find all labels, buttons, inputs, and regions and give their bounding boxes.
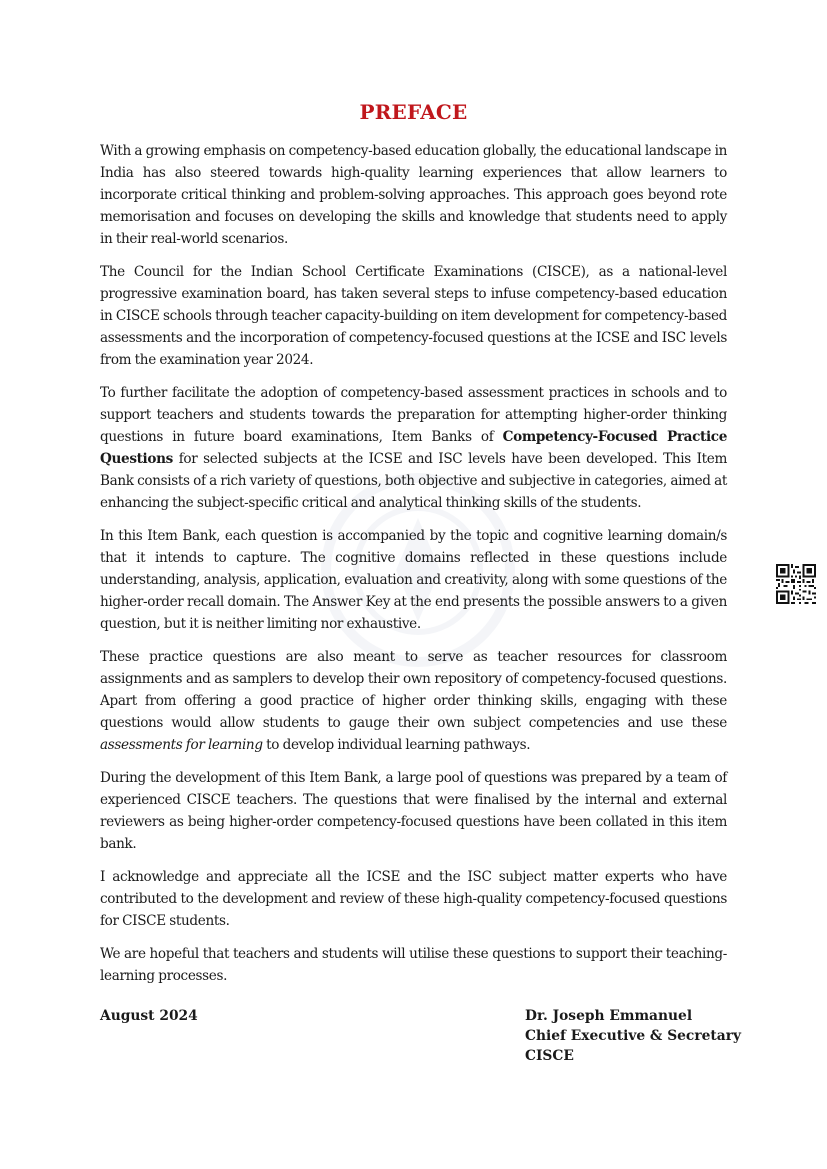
- paragraph-3-text-start: To further facilitate the adoption of competency-based assessment practices in schools and to support teachers and students towards the preparation for attempting higher-order thinking questions in future board examinations, Item Banks of: [100, 385, 727, 445]
- paragraph-7: I acknowledge and appreciate all the ICSE and the ISC subject matter experts who have contributed to the development and review of these high-quality competency-focused questions for CISCE students.: [100, 869, 727, 929]
- preface-body: [100, 140, 727, 998]
- qr-code-icon[interactable]: [776, 564, 816, 604]
- paragraph-3: [100, 382, 727, 514]
- paragraph-6: During the development of this Item Bank, a large pool of questions was prepared by a team of experienced CISCE teachers. The questions that were finalised by the internal and external reviewers as being higher-order competency-focused questions have been collated in this item bank.: [100, 770, 727, 852]
- paragraph-2: The Council for the Indian School Certificate Examinations (CISCE), as a national-level progressive examination board, has taken several steps to infuse competency-based education in CISCE schools through teacher capacity-building on item development for competency-based assessments and the incorporation of competency-focused questions at the ICSE and ISC levels from the examination year 2024.: [100, 264, 727, 368]
- signatory-organisation: CISCE: [525, 1048, 574, 1064]
- page-title: PREFACE: [359, 100, 468, 124]
- paragraph-1: With a growing emphasis on competency-based education globally, the educational landscape in India has also steered towards high-quality learning experiences that allow learners to incorporate critical thinking and problem-solving approaches. This approach goes beyond rote memorisation and focuses on developing the skills and knowledge that students need to apply in their real-world scenarios.: [100, 143, 727, 247]
- signatory-name: Dr. Joseph Emmanuel: [525, 1008, 693, 1024]
- paragraph-4: In this Item Bank, each question is accompanied by the topic and cognitive learning domain/s that it intends to capture. The cognitive domains reflected in these questions include understanding, analysis, application, evaluation and creativity, along with some questions of the higher-order recall domain. The Answer Key at the end presents the possible answers to a given question, but it is neither limiting nor exhaustive.: [100, 528, 727, 632]
- signatory-designation: Chief Executive & Secretary: [525, 1028, 741, 1044]
- signoff-date: August 2024: [100, 1008, 198, 1024]
- paragraph-3-bold-term: Competency-Focused Practice Questions: [100, 429, 727, 467]
- paragraph-5-text-start: These practice questions are also meant to serve as teacher resources for classroom assignments and as samplers to develop their own repository of competency-focused questions. Apart from offering a good practice of higher order thinking skills, engaging with these questions would allow students to gauge their own subject competencies and use these: [100, 649, 727, 731]
- paragraph-8: We are hopeful that teachers and students will utilise these questions to support their teaching-learning processes.: [100, 946, 727, 984]
- paragraph-5-italic-term: assessments for learning: [100, 737, 263, 753]
- signatory-block: [525, 1006, 741, 1066]
- paragraph-5-text-end: to develop individual learning pathways.: [262, 737, 531, 753]
- paragraph-5: [100, 646, 727, 756]
- paragraph-3-text-end: for selected subjects at the ICSE and ISC levels have been developed. This Item Bank consists of a rich variety of questions, both objective and subjective in categories, aimed at enhancing the subject-specific critical and analytical thinking skills of the students.: [100, 451, 727, 511]
